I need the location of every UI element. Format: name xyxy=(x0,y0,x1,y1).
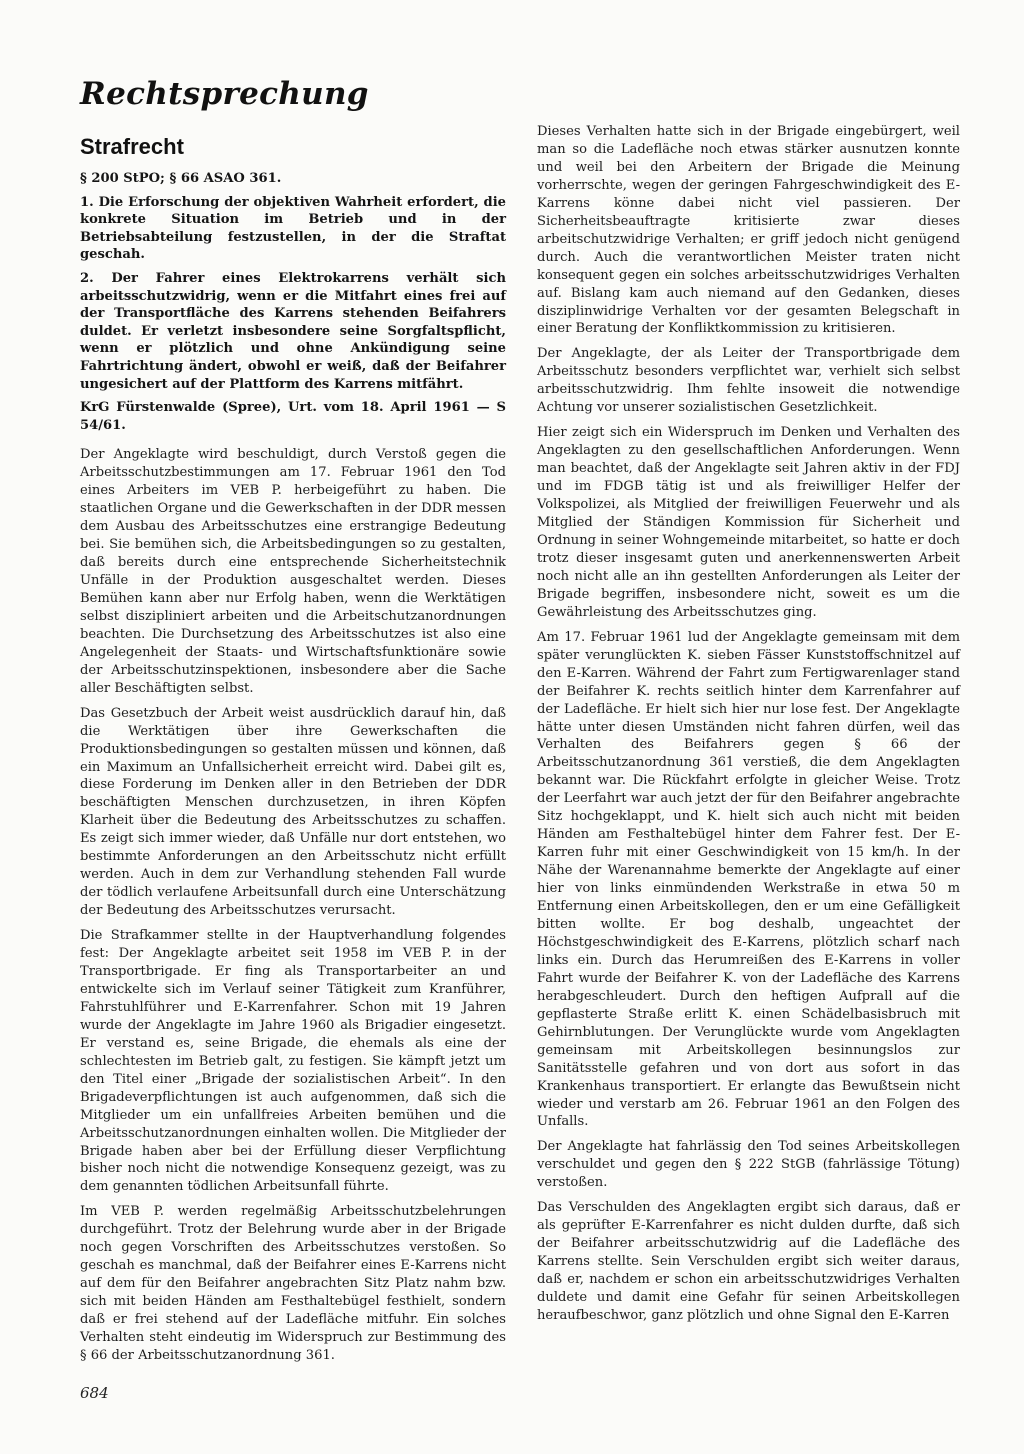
headnote-citation: § 200 StPO; § 66 ASAO 361. xyxy=(80,171,282,186)
right-column xyxy=(537,123,960,1332)
body-paragraph: Die Strafkammer stellte in der Hauptverhandlung folgendes fest: Der Angeklagte arbeitet seit 1958 im VEB P. in der Transportbrigade. Er fing als Transportarbeiter an und entwickelte sich im Verlauf seiner Tätigkeit zum Kranführer, Fahrstuhlführer und E-Karrenfahrer. Schon mit 19 Jahren wurde der Angeklagte im Jahre 1960 als Brigadier eingesetzt. Er verstand es, seine Brigade, die ehemals als eine der schlechtesten im Betrieb galt, zu festigen. Sie kämpft jetzt um den Titel einer „Brigade der sozialistischen Arbeit“. In den Brigadeverpflichtungen ist auch aufgenommen, daß sich die Mitglieder um ein unfallfreies Arbeiten bemühen und die Arbeitsschutzanordnungen einhalten wollen. Die Mitglieder der Brigade haben aber bei der Erfüllung dieser Verpflichtung bisher noch nicht die notwendige Konsequenz gezeigt, was zu dem genannten tödlichen Arbeitsunfall führte. xyxy=(80,928,506,1195)
left-column xyxy=(80,134,506,1372)
body-paragraph: Das Gesetzbuch der Arbeit weist ausdrücklich darauf hin, daß die Werktätigen über ihre Gewerkschaften die Produktionsbedingungen so gestalten müssen und können, daß ein Maximum an Unfallsicherheit erreicht wird. Dabei gilt es, diese Forderung im Denken aller in den Betrieben der DDR beschäftigten Menschen durchzusetzen, in ihren Köpfen Klarheit über die Bedeutung des Arbeitsschutzes zu schaffen. Es zeigt sich immer wieder, daß Unfälle nur dort entstehen, wo bestimmte Anforderungen an den Arbeitsschutz nicht erfüllt werden. Auch in dem zur Verhandlung stehenden Fall wurde der tödlich verlaufene Arbeitsunfall durch eine Unterschätzung der Bedeutung des Arbeitsschutzes verursacht. xyxy=(80,705,506,919)
page-number: 684 xyxy=(80,1384,109,1402)
masthead-title: Rechtsprechung xyxy=(80,76,369,112)
court-reference: KrG Fürstenwalde (Spree), Urt. vom 18. April 1961 — S 54/61. xyxy=(80,400,506,433)
body-paragraph: Das Verschulden des Angeklagten ergibt sich daraus, daß er als geprüfter E-Karrenfahrer es nicht dulden durfte, daß sich der Beifahrer arbeitsschutzwidrig auf die Ladefläche des Karrens stellte. Sein Verschulden ergibt sich weiter daraus, daß er, nachdem er schon ein arbeitsschutzwidriges Verhalten duldete und damit eine Gefahr für seinen Arbeitskollegen heraufbeschwor, ganz plötzlich und ohne Signal den E-Karren xyxy=(537,1200,960,1323)
body-paragraph: Der Angeklagte hat fahrlässig den Tod seines Arbeitskollegen verschuldet und gegen den § 222 StGB (fahrlässige Tötung) verstoßen. xyxy=(537,1139,960,1191)
body-paragraph: Im VEB P. werden regelmäßig Arbeitsschutzbelehrungen durchgeführt. Trotz der Belehrung wurde aber in der Brigade noch gegen Vorschriften des Arbeitsschutzes verstoßen. So geschah es manchmal, daß der Beifahrer eines E-Karrens nicht auf dem für den Beifahrer angebrachten Sitz Platz nahm bzw. sich mit beiden Händen am Festhaltebügel festhielt, sondern daß er frei stehend auf der Ladefläche mitfuhr. Ein solches Verhalten steht eindeutig im Widerspruch zur Bestimmung des § 66 der Arbeitsschutzanordnung 361. xyxy=(80,1204,506,1364)
body-paragraph: Dieses Verhalten hatte sich in der Brigade eingebürgert, weil man so die Ladefläche noch etwas stärker ausnutzen konnte und weil bei den Arbeitern der Brigade die Meinung vorherrschte, wegen der geringen Fahrgeschwindigkeit des E-Karrens könne dabei nicht viel passieren. Der Sicherheitsbeauftragte kritisierte zwar dieses arbeitschutzwidrige Verhalten; er griff jedoch nicht genügend durch. Auch die verantwortlichen Meister traten nicht konsequent gegen ein solches arbeitsschutzwidriges Verhalten auf. Bislang kam auch niemand auf den Gedanken, dieses disziplinwidrige Verhalten vor der gesamten Belegschaft in einer Beratung der Konfliktkommission zu kritisieren. xyxy=(537,124,960,337)
section-title: Strafrecht xyxy=(80,134,184,159)
headnote-point-1: 1. Die Erforschung der objektiven Wahrheit erfordert, die konkrete Situation im Betrieb und in der Betriebsabteilung festzustellen, in der die Straftat geschah. xyxy=(80,194,506,263)
body-paragraph: Der Angeklagte, der als Leiter der Transportbrigade dem Arbeitsschutz besonders verpflichtet war, verhielt sich selbst arbeitsschutzwidrig. Ihm fehlte insoweit die notwendige Achtung vor unserer sozialistischen Gesetzlichkeit. xyxy=(537,346,960,416)
headnote-point-2: 2. Der Fahrer eines Elektrokarrens verhält sich arbeitsschutzwidrig, wenn er die Mitfahrt eines frei auf der Transportfläche des Karrens stehenden Beifahrers duldet. Er verletzt insbesondere seine Sorgfaltspflicht, wenn er plötzlich und ohne Ankündigung seine Fahrtrichtung ändert, obwohl er weiß, daß der Beifahrer ungesichert auf der Plattform des Karrens mitfährt. xyxy=(80,270,506,392)
body-paragraph: Am 17. Februar 1961 lud der Angeklagte gemeinsam mit dem später verunglückten K. sieben Fässer Kunststoffschnitzel auf den E-Karren. Während der Fahrt zum Fertigwarenlager stand der Beifahrer K. rechts seitlich hinter dem Karrenfahrer auf der Ladefläche. Er hielt sich hier nur lose fest. Der Angeklagte hätte unter diesen Umständen nicht fahren dürfen, weil das Verhalten des Beifahrers gegen § 66 der Arbeitsschutzanordnung 361 verstieß, die dem Angeklagten bekannt war. Die Rückfahrt erfolgte in gleicher Weise. Trotz der Leerfahrt war auch jetzt der für den Beifahrer angebrachte Sitz hochgeklappt, und K. hielt sich auch nicht mit beiden Händen am Festhaltebügel hinter dem Fahrer fest. Der E-Karren fuhr mit einer Geschwindigkeit von 15 km/h. In der Nähe der Warenannahme bemerkte der Angeklagte auf einer hier von links einmündenden Werkstraße in etwa 50 m Entfernung einen Arbeitskollegen, den er um eine Gefälligkeit bitten wollte. Er bog deshalb, ungeachtet der Höchstgeschwindigkeit des E-Karrens, plötzlich scharf nach links ein. Durch das Herumreißen des E-Karrens in voller Fahrt wurde der Beifahrer K. von der Ladefläche des Karrens herabgeschleudert. Durch den heftigen Aufprall auf die gepflasterte Straße erlitt K. einen Schädelbasisbruch mit Gehirnblutungen. Der Verunglückte wurde vom Angeklagten gemeinsam mit Arbeitskollegen besinnungslos zur Sanitätsstelle gefahren und von dort aus sofort in das Krankenhaus transportiert. Er erlangte das Bewußtsein nicht wieder und verstarb am 26. Februar 1961 an den Folgen des Unfalls. xyxy=(537,629,960,1130)
body-paragraph: Hier zeigt sich ein Widerspruch im Denken und Verhalten des Angeklagten zu den gesellschaftlichen Anforderungen. Wenn man beachtet, daß der Angeklagte seit Jahren aktiv in der FDJ und im FDGB tätig ist und als freiwilliger Helfer der Volkspolizei, als Mitglied der freiwilligen Feuerwehr und als Mitglied der Ständigen Kommission für Sicherheit und Ordnung in seiner Wohngemeinde mitarbeitet, so hatte er doch trotz dieser insgesamt guten und anerkennenswerten Arbeit noch nicht alle an ihn gestellten Anforderungen als Leiter der Brigade begriffen, insbesondere nicht, soweit es um die Gewährleistung des Arbeitsschutzes ging. xyxy=(537,425,960,620)
body-paragraph: Der Angeklagte wird beschuldigt, durch Verstoß gegen die Arbeitsschutzbestimmungen am 17. Februar 1961 den Tod eines Arbeiters im VEB P. herbeigeführt zu haben. Die staatlichen Organe und die Gewerkschaften in der DDR messen dem Ausbau des Arbeitsschutzes eine erstrangige Bedeutung bei. Sie bemühen sich, die Arbeitsbedingungen so zu gestalten, daß bereits durch eine entsprechende Sicherheitstechnik Unfälle in der Produktion ausgeschaltet werden. Dieses Bemühen kann aber nur Erfolg haben, wenn die Werktätigen selbst diszipliniert arbeiten und die Arbeitschutzanordnungen beachten. Die Durchsetzung des Arbeitsschutzes ist also eine Angelegenheit der Staats- und Wirtschaftsfunktionäre sowie der Arbeitsschutzinspektionen, insbesondere aber die Sache aller Beschäftigten selbst. xyxy=(80,447,506,696)
